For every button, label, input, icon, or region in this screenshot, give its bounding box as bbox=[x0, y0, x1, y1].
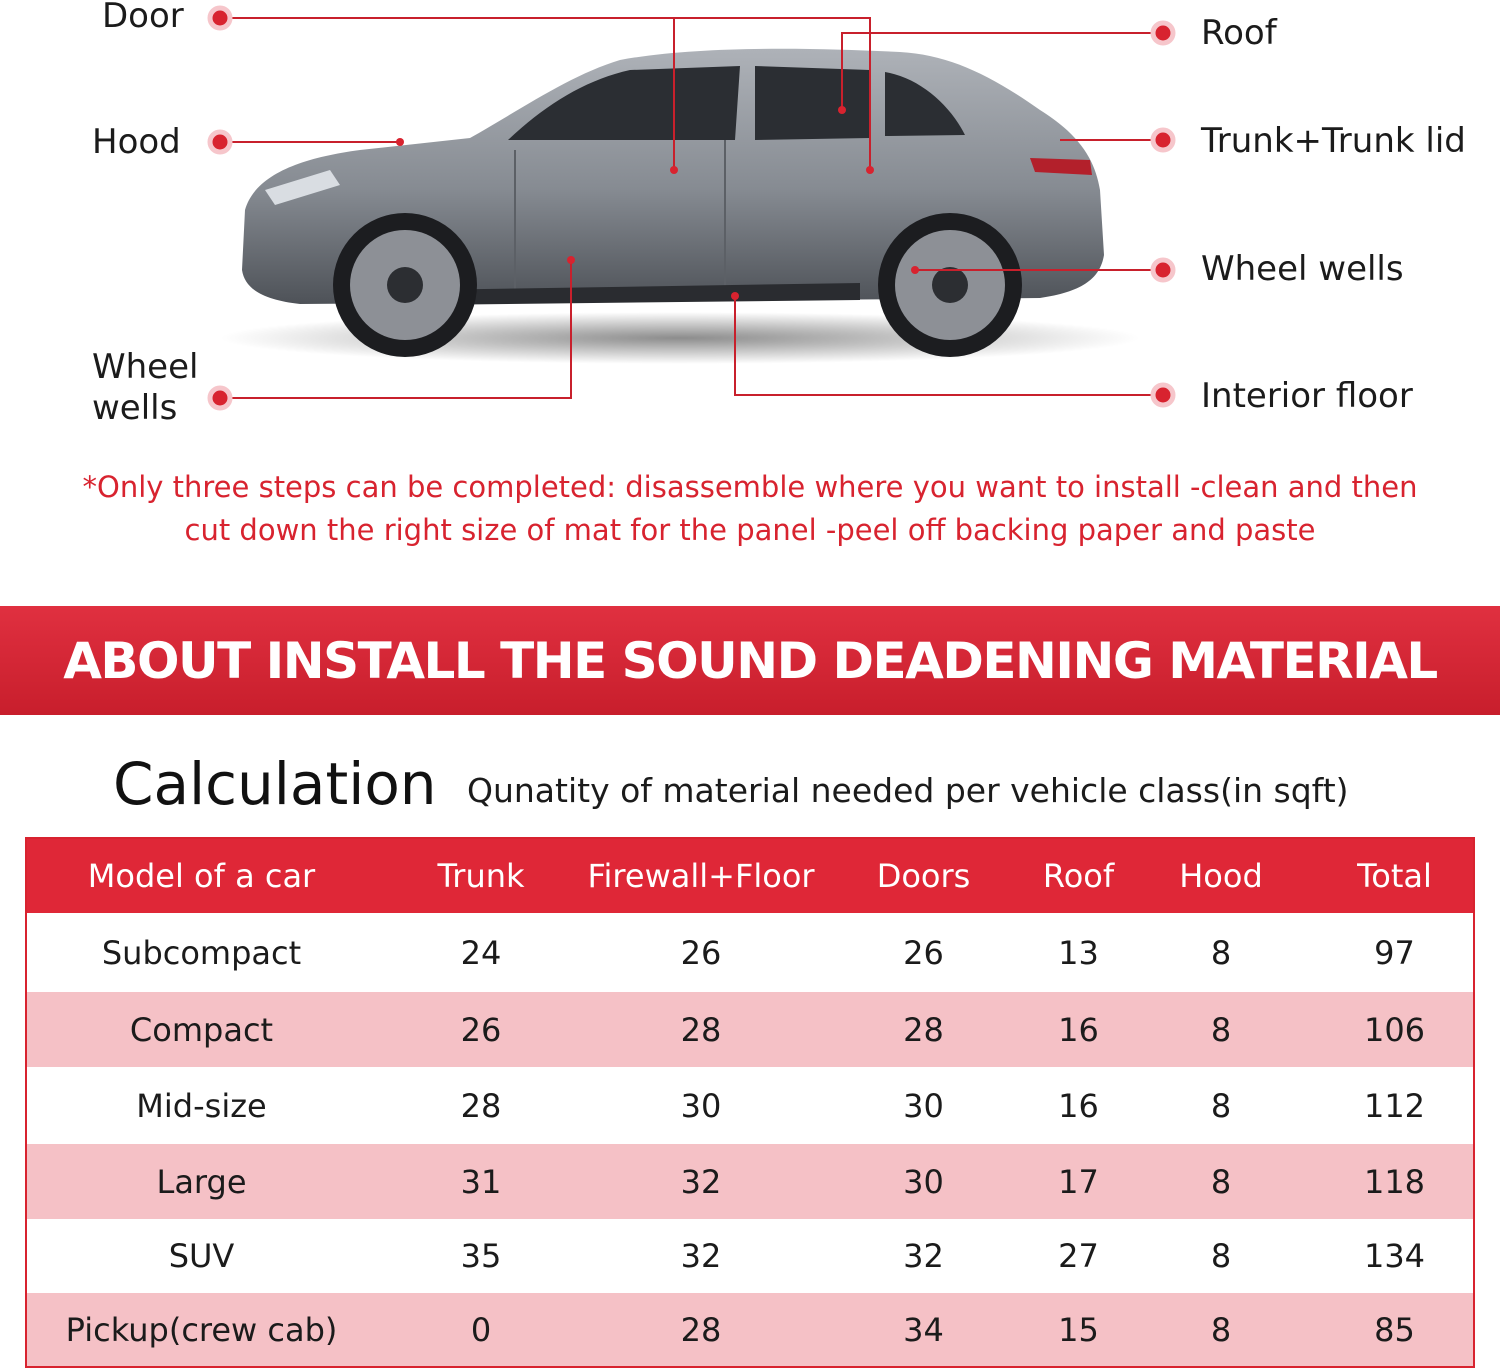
table-cell: 32 bbox=[816, 1219, 1031, 1293]
header-doors: Doors bbox=[816, 838, 1031, 913]
table-cell: Pickup(crew cab) bbox=[26, 1293, 376, 1367]
table-row bbox=[26, 913, 1474, 992]
table-cell: 8 bbox=[1126, 1293, 1316, 1367]
table-cell: 26 bbox=[376, 992, 586, 1067]
table-cell: Compact bbox=[26, 992, 376, 1067]
header-trunk: Trunk bbox=[376, 838, 586, 913]
table-cell: 28 bbox=[586, 1293, 816, 1367]
table-cell: 106 bbox=[1316, 992, 1474, 1067]
header-total: Total bbox=[1316, 838, 1474, 913]
table-row bbox=[26, 992, 1474, 1067]
hood-dot bbox=[210, 132, 230, 152]
label-door: Door bbox=[102, 0, 184, 36]
table-cell: 31 bbox=[376, 1144, 586, 1219]
table-cell: 8 bbox=[1126, 992, 1316, 1067]
label-wheel-wells-left: Wheel wells bbox=[92, 347, 199, 428]
table-cell: 15 bbox=[1031, 1293, 1126, 1367]
table-cell: Mid-size bbox=[26, 1067, 376, 1144]
label-roof: Roof bbox=[1201, 13, 1277, 53]
table-cell: 35 bbox=[376, 1219, 586, 1293]
header-model: Model of a car bbox=[26, 838, 376, 913]
table-cell: 30 bbox=[816, 1067, 1031, 1144]
install-note: *Only three steps can be completed: disassemble where you want to install -clean and then cut down the right size of mat for the panel -peel off backing paper and paste bbox=[82, 470, 1418, 547]
table-cell: 85 bbox=[1316, 1293, 1474, 1367]
table-cell: 0 bbox=[376, 1293, 586, 1367]
table-cell: 8 bbox=[1126, 913, 1316, 992]
section-banner bbox=[0, 606, 1500, 715]
table-cell: 112 bbox=[1316, 1067, 1474, 1144]
table-cell: 30 bbox=[816, 1144, 1031, 1219]
table-cell: 34 bbox=[816, 1293, 1031, 1367]
table-cell: 32 bbox=[586, 1144, 816, 1219]
interior-floor-dot bbox=[1153, 385, 1173, 405]
front-wheel bbox=[333, 213, 477, 357]
calculation-title: Calculation bbox=[113, 750, 437, 818]
table-cell: 28 bbox=[376, 1067, 586, 1144]
table-cell: 16 bbox=[1031, 992, 1126, 1067]
label-hood: Hood bbox=[92, 122, 181, 162]
table-cell: 28 bbox=[586, 992, 816, 1067]
car-illustration bbox=[220, 49, 1140, 364]
table-cell: 134 bbox=[1316, 1219, 1474, 1293]
table-cell: 26 bbox=[586, 913, 816, 992]
rear-wheel bbox=[878, 213, 1022, 357]
table-header-row bbox=[26, 838, 1474, 913]
table-cell: 8 bbox=[1126, 1067, 1316, 1144]
table-cell: 118 bbox=[1316, 1144, 1474, 1219]
wheel-wells-right-dot bbox=[1153, 260, 1173, 280]
table-cell: 27 bbox=[1031, 1219, 1126, 1293]
table-cell: 28 bbox=[816, 992, 1031, 1067]
table-cell: 13 bbox=[1031, 913, 1126, 992]
header-hood: Hood bbox=[1126, 838, 1316, 913]
wheel-wells-left-dot bbox=[210, 388, 230, 408]
roof-dot bbox=[1153, 23, 1173, 43]
door-dot bbox=[210, 8, 230, 28]
header-roof: Roof bbox=[1031, 838, 1126, 913]
table-row bbox=[26, 1219, 1474, 1293]
table-row bbox=[26, 1293, 1474, 1367]
table-cell: 32 bbox=[586, 1219, 816, 1293]
table-cell: 8 bbox=[1126, 1144, 1316, 1219]
label-wheel-wells-right: Wheel wells bbox=[1201, 249, 1404, 289]
calculation-subtitle: Qunatity of material needed per vehicle class(in sqft) bbox=[467, 771, 1349, 810]
header-firewall-floor: Firewall+Floor bbox=[586, 838, 816, 913]
label-trunk: Trunk+Trunk lid bbox=[1201, 121, 1466, 161]
table-row bbox=[26, 1067, 1474, 1144]
table-cell: SUV bbox=[26, 1219, 376, 1293]
banner-title: ABOUT INSTALL THE SOUND DEADENING MATERIAL bbox=[63, 631, 1437, 690]
table-cell: 16 bbox=[1031, 1067, 1126, 1144]
table-row bbox=[26, 1144, 1474, 1219]
table-cell: 97 bbox=[1316, 913, 1474, 992]
material-table bbox=[25, 837, 1475, 1368]
table-cell: 30 bbox=[586, 1067, 816, 1144]
table-cell: 8 bbox=[1126, 1219, 1316, 1293]
table-cell: Subcompact bbox=[26, 913, 376, 992]
label-interior-floor: Interior floor bbox=[1201, 376, 1413, 416]
trunk-dot bbox=[1153, 130, 1173, 150]
table-cell: Large bbox=[26, 1144, 376, 1219]
table-cell: 24 bbox=[376, 913, 586, 992]
table-cell: 26 bbox=[816, 913, 1031, 992]
table-cell: 17 bbox=[1031, 1144, 1126, 1219]
